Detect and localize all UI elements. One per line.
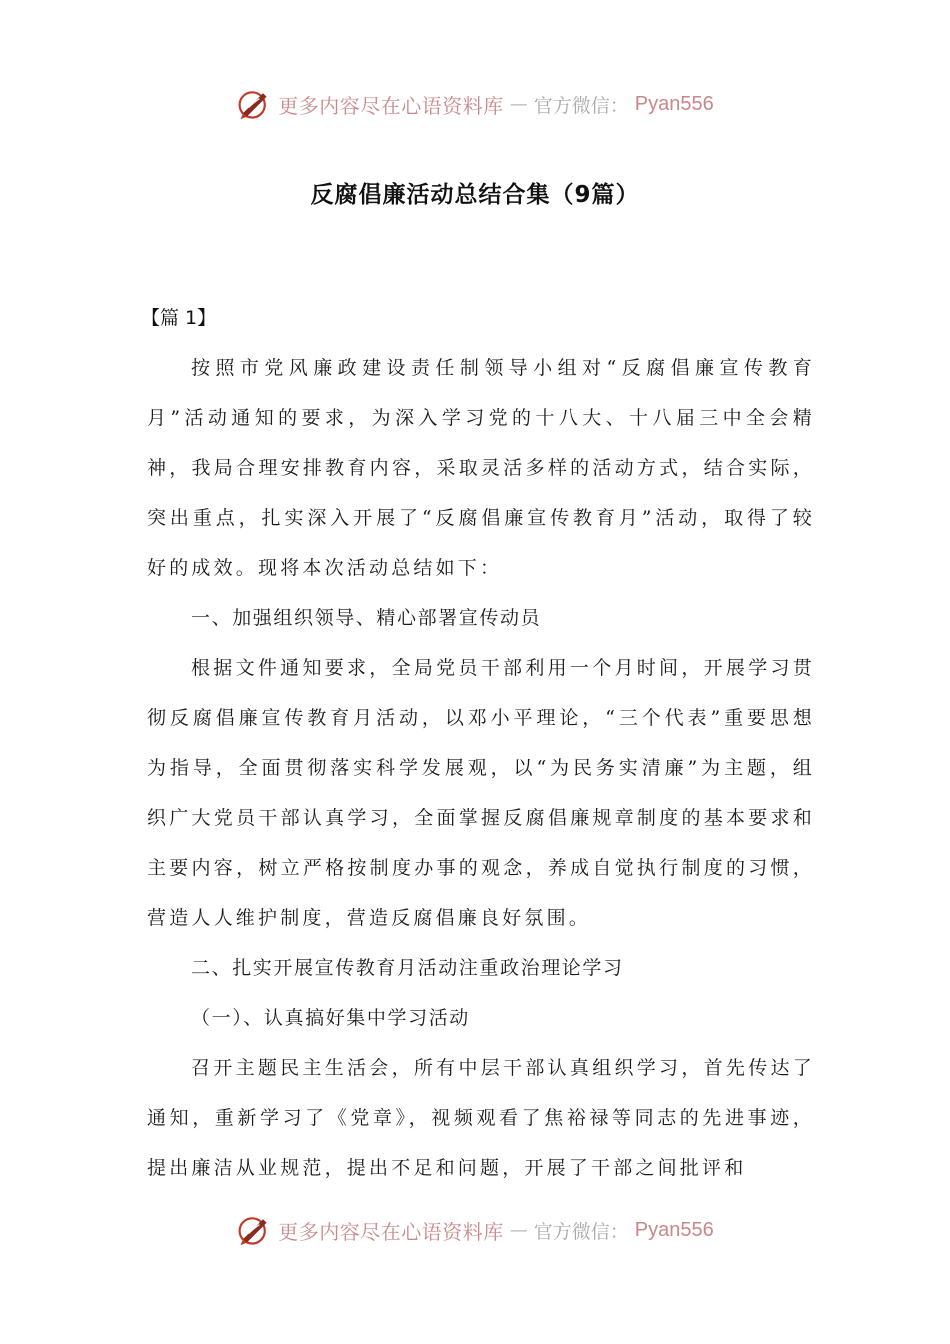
paragraph-body-1: 根据文件通知要求，全局党员干部利用一个月时间，开展学习贯彻反腐倡廉宣传教育月活动，以邓小平理论，“三个代表”重要思想为指导，全面贯彻落实科学发展观，以“为民务实清廉”为主题，组织广大党员干部认真学习，全面掌握反腐倡廉规章制度的基本要求和主要内容，树立严格按制度办事的观念，养成自觉执行制度的习惯，营造人人维护制度，营造反腐倡廉良好氛围。	[147, 657, 815, 929]
banner-slogan: 更多内容尽在心语资料库	[278, 93, 504, 118]
paragraph-body-2: 召开主题民主生活会，所有中层干部认真组织学习，首先传达了通知，重新学习了《党章》，视频观看了焦裕禄等同志的先进事迹，提出廉洁从业规范，提出不足和问题，开展了干部之间批评和	[147, 1057, 815, 1179]
banner-dash: —	[509, 1219, 528, 1241]
pen-logo-icon	[236, 86, 272, 122]
document-title: 反腐倡廉活动总结合集（9篇）	[310, 182, 640, 208]
subheading-1: （一）、认真搞好集中学习活动	[191, 1007, 470, 1029]
banner-wechat-id: Pyan556	[634, 92, 714, 115]
section-tag: 【篇 1】	[141, 307, 217, 329]
banner-wechat-id: Pyan556	[634, 1218, 714, 1241]
banner-dash: —	[509, 93, 528, 115]
paragraph-intro: 按照市党风廉政建设责任制领导小组对“反腐倡廉宣传教育月”活动通知的要求，为深入学习党的十八大、十八届三中全会精神，我局合理安排教育内容，采取灵活多样的活动方式，结合实际，突出重点，扎实深入开展了“反腐倡廉宣传教育月”活动，取得了较好的成效。现将本次活动总结如下：	[147, 357, 815, 579]
document-body	[141, 293, 815, 1193]
banner-wechat-label: 官方微信：	[533, 1220, 629, 1243]
banner-slogan: 更多内容尽在心语资料库	[278, 1219, 504, 1244]
footer-watermark-banner	[0, 1208, 950, 1252]
heading-1: 一、加强组织领导、精心部署宣传动员	[191, 607, 542, 629]
header-watermark-banner	[0, 82, 950, 126]
banner-wechat-label: 官方微信：	[533, 94, 629, 117]
heading-2: 二、扎实开展宣传教育月活动注重政治理论学习	[191, 957, 624, 979]
pen-logo-icon	[236, 1212, 272, 1248]
